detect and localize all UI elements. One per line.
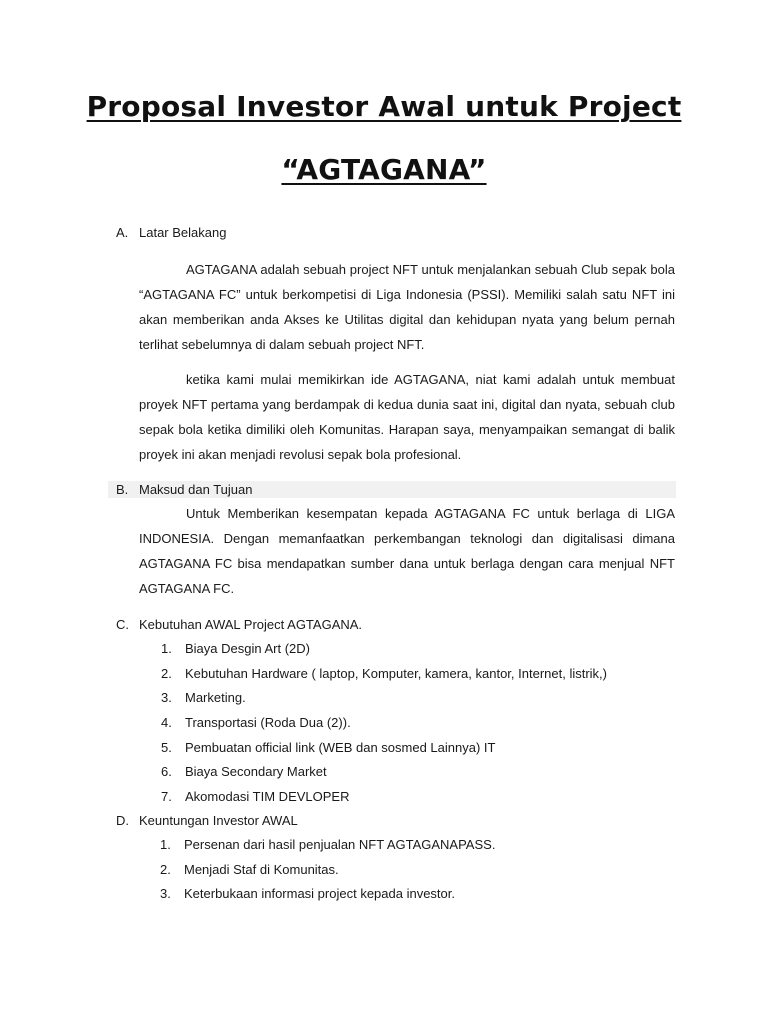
section-d-letter: D. <box>116 813 129 828</box>
section-b-title: Maksud dan Tujuan <box>139 482 253 497</box>
list-item <box>161 789 607 814</box>
document-title-line-2: “AGTAGANA” <box>281 153 487 186</box>
list-item-number: 3. <box>160 886 171 902</box>
list-item-text: Keterbukaan informasi project kepada investor. <box>184 886 455 902</box>
section-a-heading <box>116 225 226 241</box>
list-item <box>160 886 495 911</box>
section-c-letter: C. <box>116 617 129 632</box>
section-b-letter: B. <box>116 482 129 497</box>
section-d-heading <box>116 813 298 829</box>
list-item <box>160 837 495 862</box>
list-item-text: Marketing. <box>185 690 246 706</box>
list-item-text: Pembuatan official link (WEB dan sosmed Lainnya) IT <box>185 739 496 755</box>
list-item-number: 4. <box>161 715 172 731</box>
list-item-text: Biaya Secondary Market <box>185 764 327 780</box>
list-item <box>161 715 607 740</box>
list-item-text: Akomodasi TIM DEVLOPER <box>185 789 350 805</box>
section-b-paragraph: Untuk Memberikan kesempatan kepada AGTAGANA FC untuk berlaga di LIGA INDONESIA. Dengan memanfaatkan perkembangan teknologi dan digitalisasi dimana AGTAGANA FC bisa mendapatkan sumber dana untuk berlaga dengan cara menjual NFT AGTAGANA FC. <box>139 506 675 596</box>
document-title-line-1: Proposal Investor Awal untuk Project <box>86 90 682 123</box>
section-d-title: Keuntungan Investor AWAL <box>139 813 298 828</box>
list-item-number: 7. <box>161 789 172 805</box>
list-item-number: 1. <box>160 837 171 852</box>
section-d-list <box>160 837 495 911</box>
list-item-number: 2. <box>160 861 171 877</box>
section-a-paragraph-2: ketika kami mulai memikirkan ide AGTAGANA, niat kami adalah untuk membuat proyek NFT pertama yang berdampak di kedua dunia saat ini, digital dan nyata, sebuah club sepak bola ketika dimiliki oleh Komunitas. Harapan saya, menyampaikan semangat di balik proyek ini akan menjadi revolusi sepak bola profesional. <box>139 372 675 462</box>
list-item-text: Transportasi (Roda Dua (2)). <box>185 715 351 731</box>
section-b-heading <box>116 482 252 498</box>
list-item <box>160 862 495 887</box>
list-item-number: 5. <box>161 739 172 755</box>
section-a-letter: A. <box>116 225 129 240</box>
list-item-number: 3. <box>161 690 172 706</box>
section-a-paragraph-1: AGTAGANA adalah sebuah project NFT untuk menjalankan sebuah Club sepak bola “AGTAGANA FC” untuk berkompetisi di Liga Indonesia (PSSI). Memiliki salah satu NFT ini akan memberikan anda Akses ke Utilitas digital dan kehidupan nyata yang belum pernah terlihat sebelumnya di dalam sebuah project NFT. <box>139 262 675 352</box>
list-item-number: 2. <box>161 665 172 681</box>
section-a-title: Latar Belakang <box>139 225 227 240</box>
list-item <box>161 740 607 765</box>
list-item <box>161 690 607 715</box>
list-item-number: 6. <box>161 764 172 780</box>
list-item <box>161 641 607 666</box>
list-item <box>161 764 607 789</box>
section-c-title: Kebutuhan AWAL Project AGTAGANA. <box>139 617 363 632</box>
section-c-list <box>161 641 607 814</box>
list-item-number: 1. <box>161 641 172 656</box>
section-c-heading <box>116 617 362 633</box>
list-item-text: Persenan dari hasil penjualan NFT AGTAGANAPASS. <box>184 837 496 852</box>
list-item <box>161 666 607 691</box>
list-item-text: Biaya Desgin Art (2D) <box>185 641 310 656</box>
list-item-text: Menjadi Staf di Komunitas. <box>184 861 339 877</box>
list-item-text: Kebutuhan Hardware ( laptop, Komputer, kamera, kantor, Internet, listrik,) <box>185 665 607 681</box>
